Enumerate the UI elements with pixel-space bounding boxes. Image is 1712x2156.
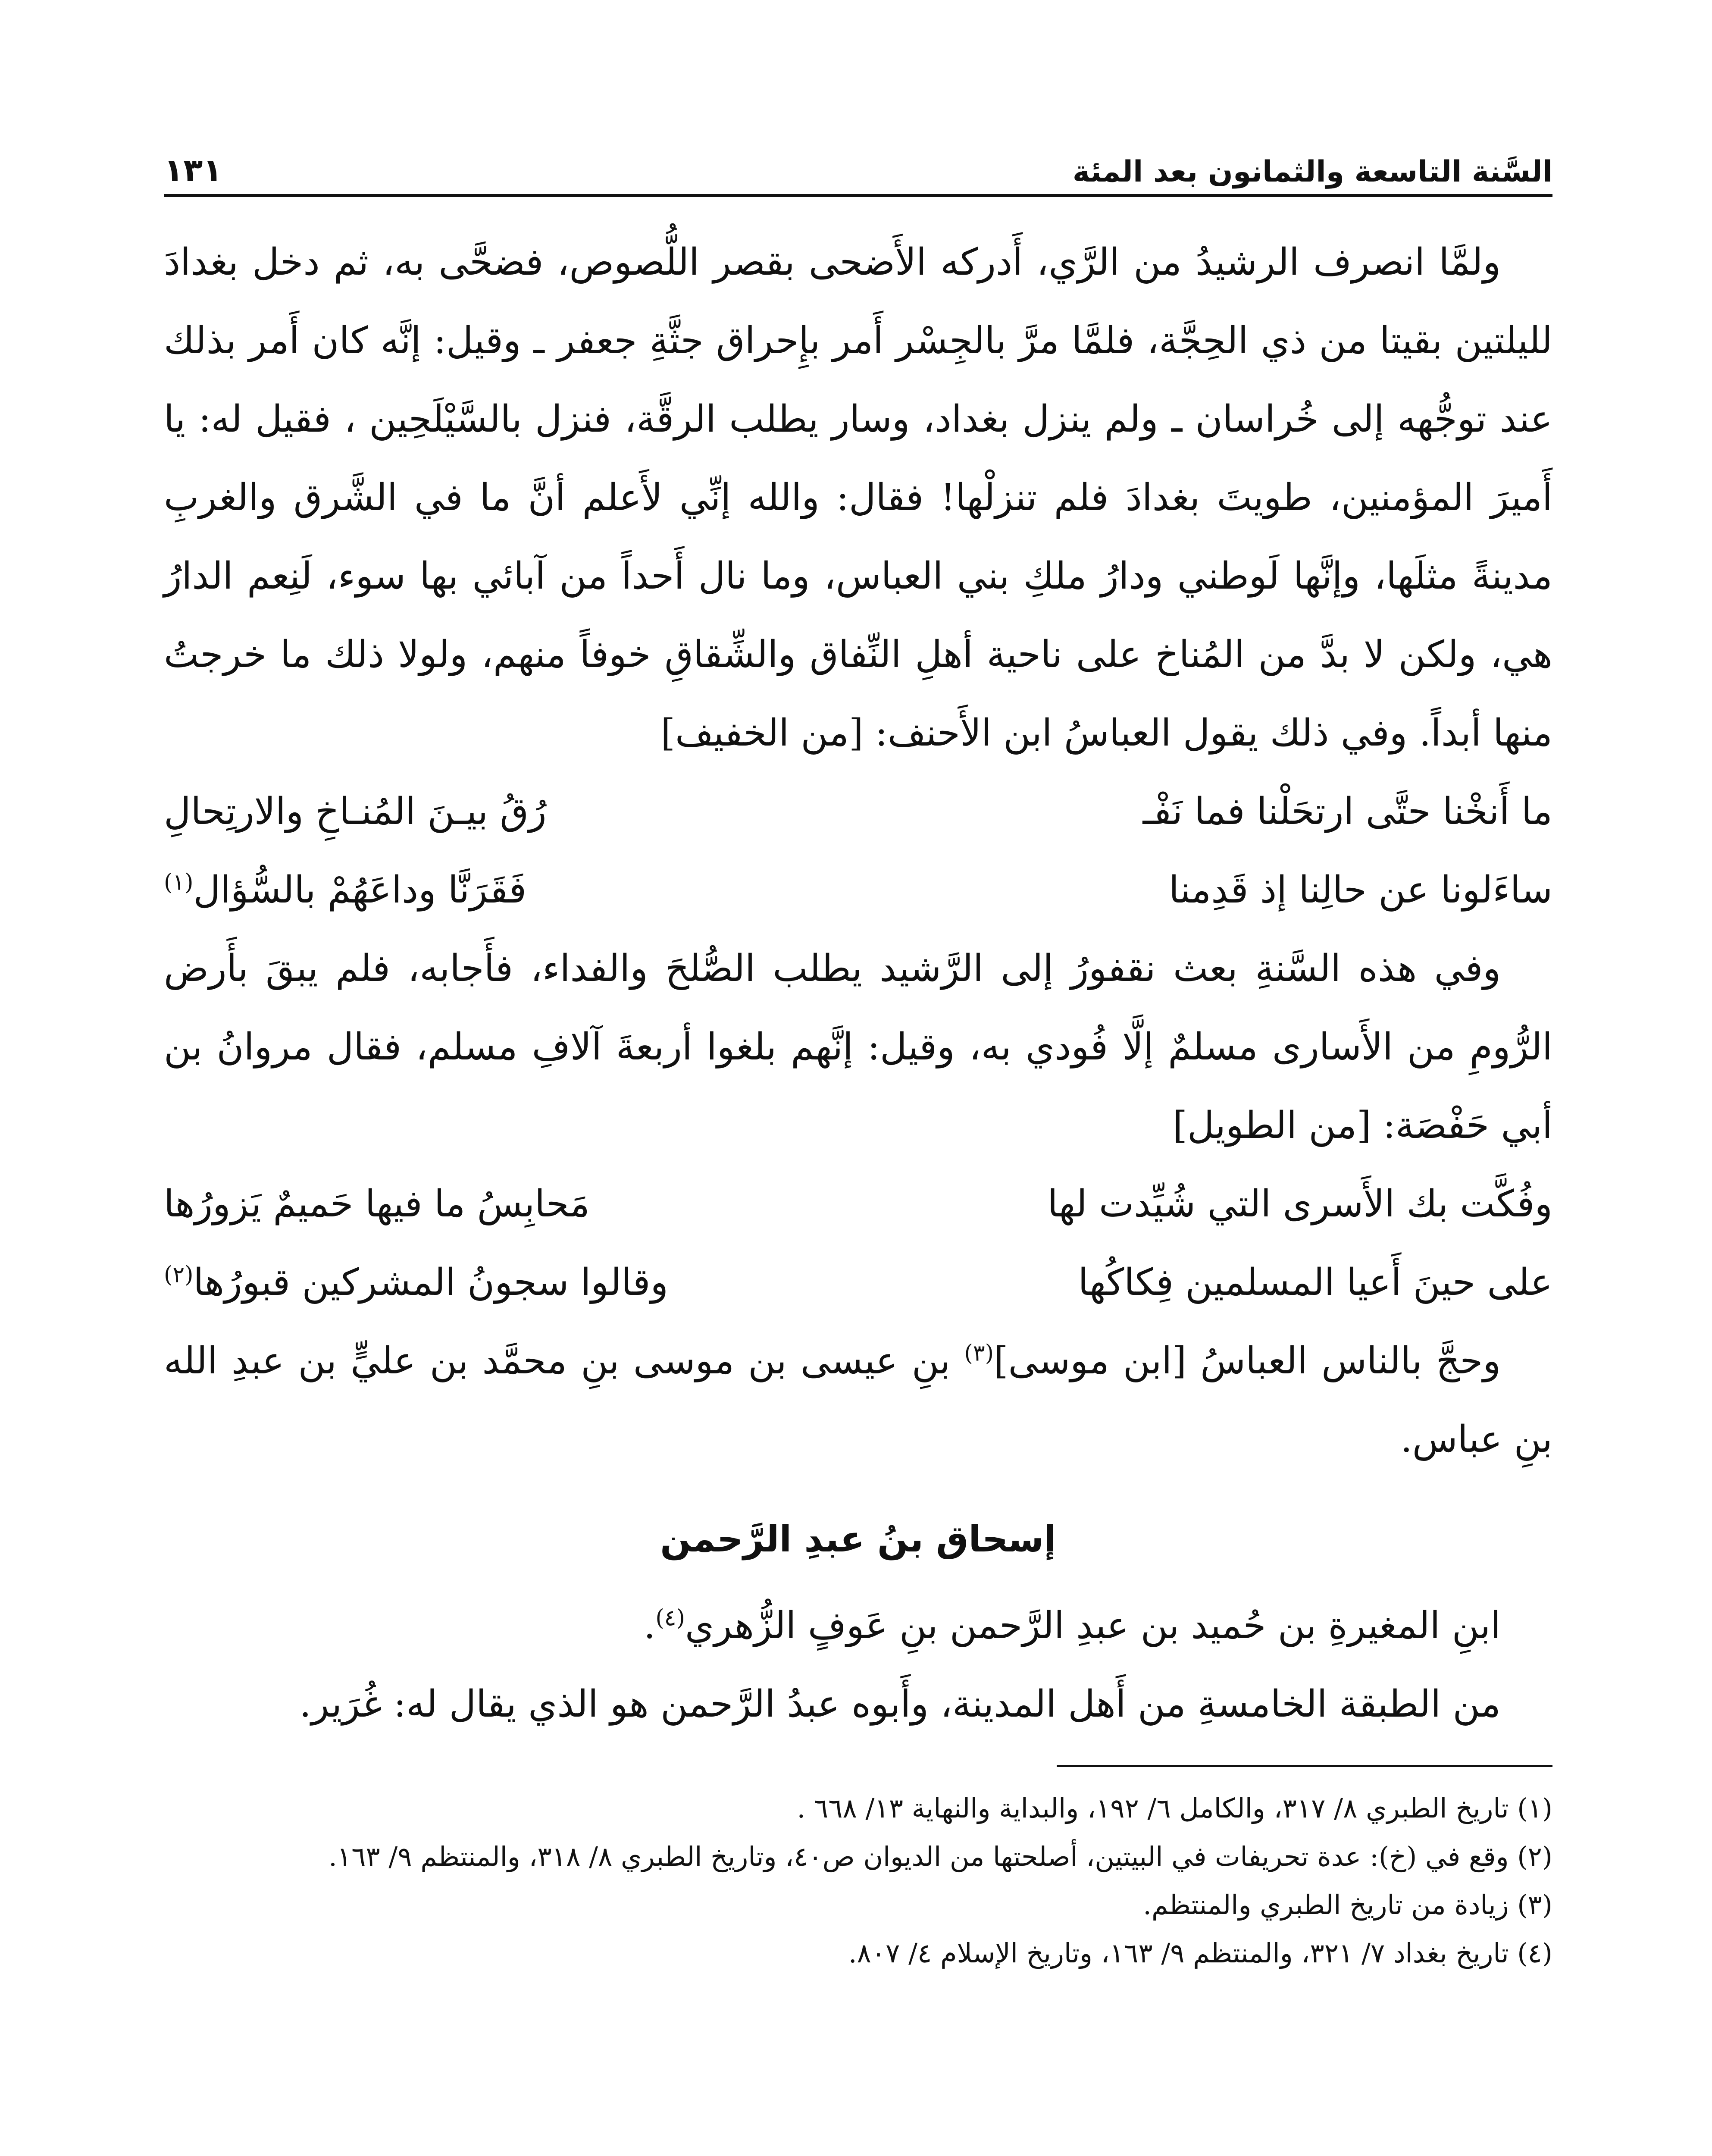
footnote-2: (٢) وقع في (خ): عدة تحريفات في البيتين، أصلحتها من الديوان ص٤٠، وتاريخ الطبري ٨/ ٣١٨، والمنتظم ٩/ ١٦٣.	[329, 1841, 1552, 1872]
footnote-ref: (١)	[164, 869, 194, 896]
paragraph-text: بنِ عيسى بن موسى بنِ محمَّد بن عليٍّ بن عبدِ الله بنِ عباس.	[164, 1339, 1552, 1461]
page-header	[164, 142, 1552, 197]
poem-abbas-ibn-al-ahnaf	[164, 772, 1552, 929]
footnote-1: (١) تاريخ الطبري ٨/ ٣١٧، والكامل ٦/ ١٩٢، والبداية والنهاية ١٣/ ٦٦٨ .	[797, 1792, 1552, 1824]
footnote-separator	[1057, 1765, 1552, 1767]
footnote-ref: (٢)	[164, 1262, 194, 1288]
verse-first-hemistich: على حينَ أَعيا المسلمين فِكاكُها	[1078, 1261, 1552, 1304]
section-heading: إسحاق بنُ عبدِ الرَّحمن	[660, 1518, 1056, 1560]
verse-line	[164, 1243, 1552, 1322]
footnote-ref: (٤)	[655, 1605, 685, 1631]
paragraph-text: .	[643, 1604, 656, 1647]
verse-line	[164, 772, 1552, 851]
verse-second-hemistich: رُقُ بيـنَ المُنـاخِ والارتِحالِ	[164, 790, 547, 833]
footnote-3: (٣) زيادة من تاريخ الطبري والمنتظم.	[1143, 1889, 1552, 1921]
footnote-4: (٤) تاريخ بغداد ٧/ ٣٢١، والمنتظم ٩/ ١٦٣، وتاريخ الإسلام ٤/ ٨٠٧.	[848, 1937, 1552, 1969]
verse-text: وقالوا سجونُ المشركين قبورُها	[193, 1261, 668, 1304]
footnote-ref: (٣)	[964, 1340, 994, 1366]
verse-second-hemistich	[164, 1243, 817, 1322]
footnotes	[164, 1784, 1552, 1977]
paragraph-text: وحجَّ بالناس العباسُ [ابن موسى]	[994, 1339, 1501, 1382]
paragraph-hajj-leader	[164, 1322, 1552, 1479]
verse-first-hemistich: ما أَنخْنا حتَّى ارتحَلْنا فما نَفْـ	[1142, 790, 1552, 833]
verse-first-hemistich: وفُكَّت بك الأَسرى التي شُيِّدت لها	[1047, 1182, 1552, 1225]
verse-second-hemistich	[164, 851, 817, 929]
verse-second-hemistich: مَحابِسُ ما فيها حَميمٌ يَزورُها	[164, 1182, 590, 1225]
page-number: ١٣١	[164, 152, 222, 189]
paragraph-rashid-return: ولمَّا انصرف الرشيدُ من الرَّي، أَدركه الأَضحى بقصر اللُّصوص، فضحَّى به، ثم دخل بغدادَ لليلتين بقيتا من ذي الحِجَّة، فلمَّا مرَّ بالجِسْر أَمر بإِحراق جثَّةِ جعفر ـ وقيل: إنَّه كان أَمر بذلك عند توجُّهه إلى خُراسان ـ ولم ينزل بغداد، وسار يطلب الرقَّة، فنزل بالسَّيْلَحِين ، فقيل له: يا أَميرَ المؤمنين، طويتَ بغدادَ فلم تنزلْها! فقال: والله إنِّي لأَعلم أنَّ ما في الشَّرق والغربِ مدينةً مثلَها، وإنَّها لَوطني ودارُ ملكِ بني العباس، وما نال أَحداً من آبائي بها سوء، لَنِعم الدارُ هي، ولكن لا بدَّ من المُناخ على ناحية أهلِ النِّفاق والشِّقاقِ خوفاً منهم، ولولا ذلك ما خرجتُ منها أبداً. وفي ذلك يقول العباسُ ابن الأَحنف: [من الخفيف]	[164, 241, 1552, 755]
verse-line	[164, 1165, 1552, 1243]
paragraph-nicephorus-ransom: وفي هذه السَّنةِ بعث نقفورُ إلى الرَّشيد يطلب الصُّلحَ والفداء، فأَجابه، فلم يبقَ بأَرض الرُّومِ من الأَسارى مسلمٌ إلَّا فُودي به، وقيل: إنَّهم بلغوا أربعةَ آلافِ مسلم، فقال مروانُ بن أبي حَفْصَة: [من الطويل]	[164, 947, 1552, 1147]
paragraph-text: ابنِ المغيرةِ بن حُميد بن عبدِ الرَّحمن بنِ عَوفٍ الزُّهري	[685, 1604, 1501, 1647]
verse-text: فَقَرَنَّا وداعَهُمْ بالسُّؤال	[193, 868, 527, 912]
running-title: السَّنة التاسعة والثمانون بعد المئة	[1072, 155, 1552, 189]
paragraph-lineage	[164, 1586, 1552, 1665]
poem-marwan-ibn-abi-hafsa	[164, 1165, 1552, 1322]
verse-first-hemistich: ساءَلونا عن حالِنا إذ قَدِمنا	[1169, 868, 1552, 912]
verse-line	[164, 851, 1552, 929]
paragraph-tabaqa: من الطبقة الخامسةِ من أَهل المدينة، وأَبوه عبدُ الرَّحمن هو الذي يقال له: غُرَير.	[299, 1683, 1501, 1726]
